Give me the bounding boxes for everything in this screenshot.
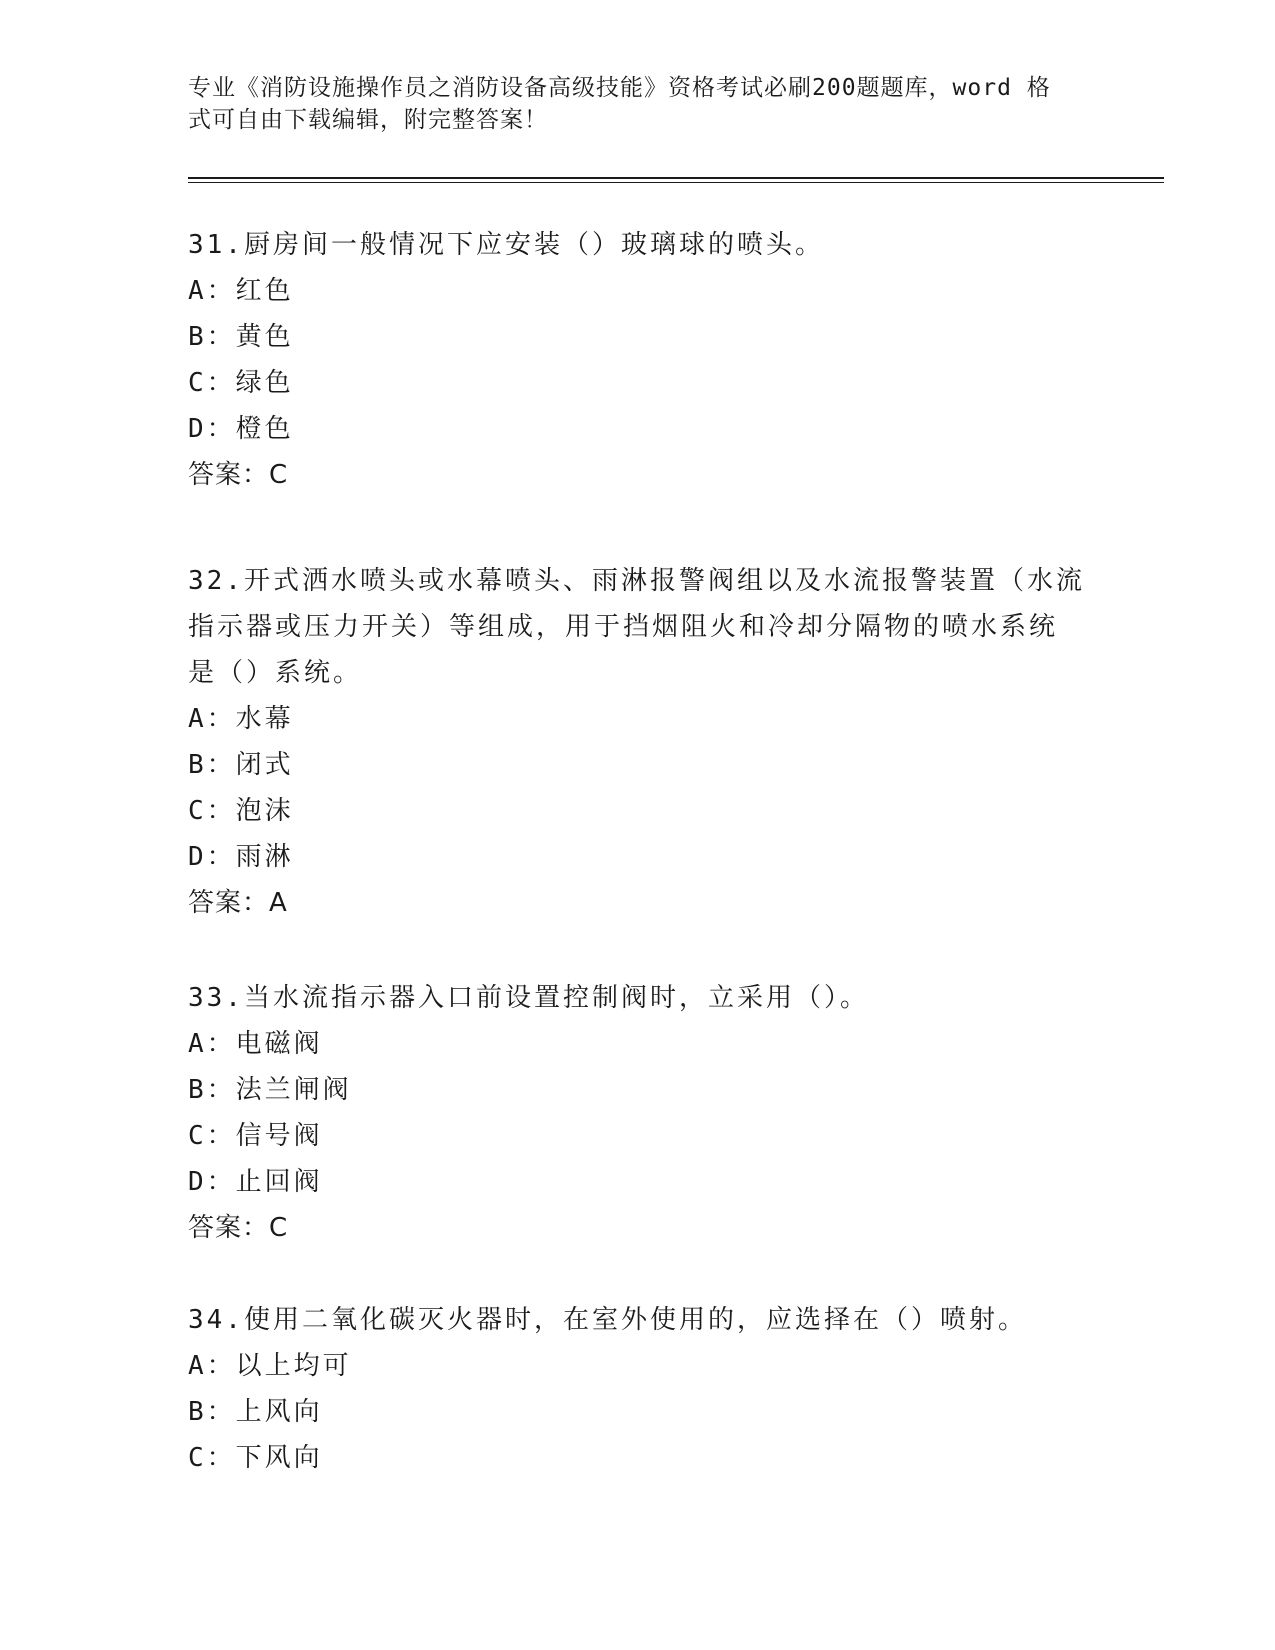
question-33 xyxy=(188,975,1108,1251)
option-a: A：水幕 xyxy=(188,704,294,734)
option-c: C：绿色 xyxy=(188,368,294,398)
answer-text: 答案：C xyxy=(188,1213,289,1243)
option-c: C：信号阀 xyxy=(188,1121,323,1151)
option-a: A：电磁阀 xyxy=(188,1029,323,1059)
option-b: B：闭式 xyxy=(188,750,294,780)
option-d: D：雨淋 xyxy=(188,842,294,872)
document-header xyxy=(188,72,1088,136)
header-divider-thin xyxy=(188,182,1164,183)
option-b: B：法兰闸阀 xyxy=(188,1075,352,1105)
question-stem-continued: 是（）系统。 xyxy=(188,658,363,688)
option-c: C：下风向 xyxy=(188,1443,323,1473)
header-line-1: 专业《消防设施操作员之消防设备高级技能》资格考试必刷200题题库，word 格 xyxy=(188,75,1051,101)
option-b: B：黄色 xyxy=(188,322,294,352)
header-divider-thick xyxy=(188,177,1164,179)
answer-text: 答案：C xyxy=(188,460,289,490)
option-a: A：以上均可 xyxy=(188,1351,352,1381)
option-b: B：上风向 xyxy=(188,1397,323,1427)
question-32 xyxy=(188,558,1108,926)
question-34 xyxy=(188,1297,1108,1481)
question-stem: 34.使用二氧化碳灭火器时，在室外使用的，应选择在（）喷射。 xyxy=(188,1305,1027,1335)
question-stem: 33.当水流指示器入口前设置控制阀时，立采用（）。 xyxy=(188,983,869,1013)
answer-text: 答案：A xyxy=(188,888,288,918)
question-stem-continued: 指示器或压力开关）等组成，用于挡烟阻火和冷却分隔物的喷水系统 xyxy=(188,612,1059,642)
option-d: D：止回阀 xyxy=(188,1167,323,1197)
header-line-2: 式可自由下载编辑，附完整答案！ xyxy=(188,107,548,133)
option-a: A：红色 xyxy=(188,276,294,306)
question-stem: 32.开式洒水喷头或水幕喷头、雨淋报警阀组以及水流报警装置（水流 xyxy=(188,566,1085,596)
question-31 xyxy=(188,222,1108,498)
option-d: D：橙色 xyxy=(188,414,294,444)
question-stem: 31.厨房间一般情况下应安装（）玻璃球的喷头。 xyxy=(188,230,824,260)
option-c: C：泡沫 xyxy=(188,796,294,826)
